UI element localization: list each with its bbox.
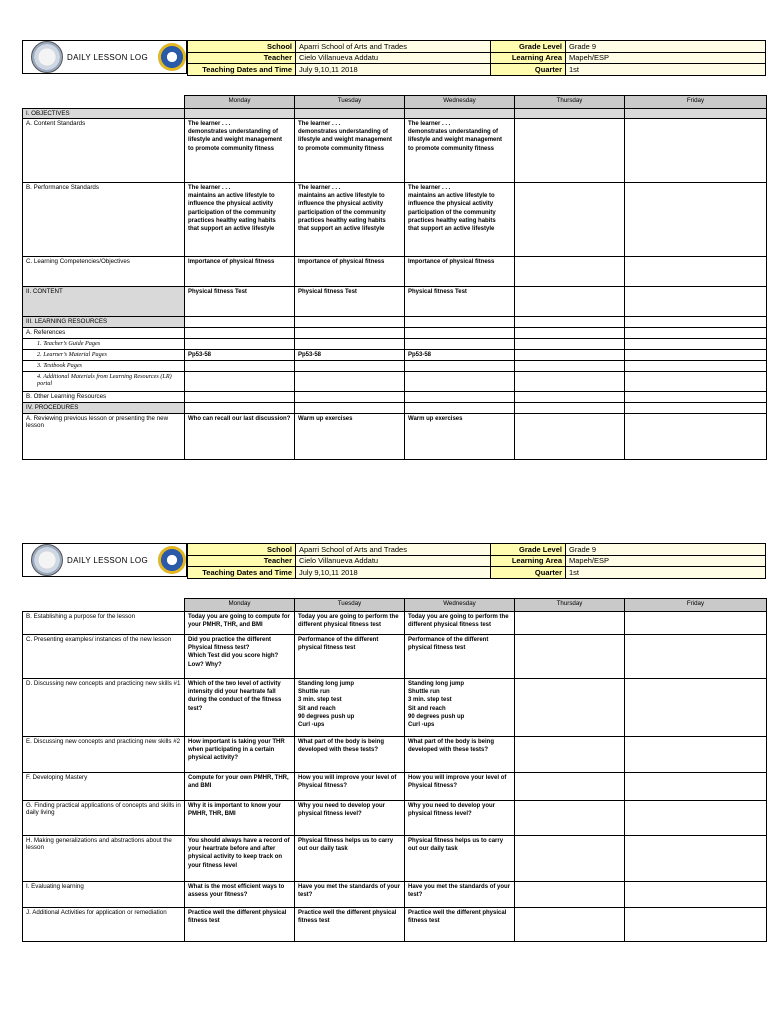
cell-monday [185, 317, 295, 328]
cell-wednesday [405, 317, 515, 328]
cell-tuesday: Standing long jump Shuttle run 3 min. step test Sit and reach 90 degrees push up Curl -ups [295, 679, 405, 737]
cell-friday [625, 287, 767, 317]
header-blank [23, 599, 185, 612]
cell-monday: Today you are going to compute for your PMHR, THR, and BMI [185, 612, 295, 635]
cell-monday [185, 392, 295, 403]
cell-friday [625, 773, 767, 801]
cell-wednesday: Standing long jump Shuttle run 3 min. step test Sit and reach 90 degrees push up Curl -ups [405, 679, 515, 737]
day-header-friday: Friday [625, 96, 767, 109]
cell-monday: How important is taking your THR when participating in a certain physical activity? [185, 737, 295, 773]
cell-wednesday: What part of the body is being developed with these tests? [405, 737, 515, 773]
cell-monday: The learner . . . maintains an active lifestyle to influence the physical activity participation of the community practices healthy eating habits that support an active lifestyle [185, 183, 295, 257]
cell-friday [625, 372, 767, 392]
day-header-thursday: Thursday [515, 599, 625, 612]
row-label: I. OBJECTIVES [23, 109, 185, 119]
cell-monday: Pp53-58 [185, 350, 295, 361]
table-row [23, 737, 767, 773]
cell-monday: Which of the two level of activity intensity did your heartrate fall during the conduct of the fitness test? [185, 679, 295, 737]
teacher-label: Teacher [188, 52, 296, 64]
table-row [23, 403, 767, 414]
cell-monday [185, 403, 295, 414]
cell-friday [625, 836, 767, 882]
cell-monday: Why it is important to know your PMHR, THR, BMI [185, 801, 295, 836]
teacher-value: Cielo Villanueva Addatu [296, 52, 491, 64]
cell-wednesday [405, 361, 515, 372]
row-label: III. LEARNING RESOURCES [23, 317, 185, 328]
table-row [23, 361, 767, 372]
logo-box [22, 543, 187, 577]
cell-friday [625, 635, 767, 679]
cell-thursday [515, 109, 625, 119]
cell-monday: What is the most efficient ways to assess your fitness? [185, 882, 295, 908]
table-row [23, 119, 767, 183]
header-block [22, 543, 766, 579]
cell-tuesday: Physical fitness helps us to carry out our daily task [295, 836, 405, 882]
cell-friday [625, 361, 767, 372]
dates-label: Teaching Dates and Time [188, 64, 296, 76]
teacher-value: Cielo Villanueva Addatu [296, 555, 491, 567]
cell-wednesday: Why you need to develop your physical fitness level? [405, 801, 515, 836]
table-row [23, 350, 767, 361]
school-label: School [188, 41, 296, 53]
table-row [23, 317, 767, 328]
day-header-row [23, 599, 767, 612]
cell-tuesday [295, 317, 405, 328]
row-label: C. Learning Competencies/Objectives [23, 257, 185, 287]
quarter-value: 1st [566, 64, 766, 76]
cell-friday [625, 328, 767, 339]
cell-tuesday: The learner . . . maintains an active lifestyle to influence the physical activity participation of the community practices healthy eating habits that support an active lifestyle [295, 183, 405, 257]
table-row [23, 392, 767, 403]
cell-wednesday: Physical fitness Test [405, 287, 515, 317]
header-blank [23, 96, 185, 109]
header-block [22, 40, 766, 76]
row-label: 4. Additional Materials from Learning Resources (LR) portal [23, 372, 185, 392]
row-label: H. Making generalizations and abstractions about the lesson [23, 836, 185, 882]
row-label: C. Presenting examples/ instances of the new lesson [23, 635, 185, 679]
cell-wednesday [405, 109, 515, 119]
row-label: I. Evaluating learning [23, 882, 185, 908]
cell-wednesday [405, 403, 515, 414]
cell-friday [625, 183, 767, 257]
cell-tuesday: Performance of the different physical fitness test [295, 635, 405, 679]
cell-friday [625, 908, 767, 942]
lesson-table-2 [22, 598, 767, 942]
cell-thursday [515, 328, 625, 339]
cell-friday [625, 403, 767, 414]
cell-tuesday [295, 339, 405, 350]
cell-wednesday: Warm up exercises [405, 414, 515, 460]
cell-wednesday: The learner . . . demonstrates understanding of lifestyle and weight management to promote community fitness [405, 119, 515, 183]
cell-tuesday [295, 361, 405, 372]
school-gear-icon [158, 546, 186, 574]
table-row [23, 801, 767, 836]
cell-monday: You should always have a record of your heartrate before and after physical activity to keep track on your fitness level [185, 836, 295, 882]
cell-thursday [515, 317, 625, 328]
cell-monday [185, 361, 295, 372]
row-label: J. Additional Activities for application or remediation [23, 908, 185, 942]
deped-seal-icon [31, 544, 63, 576]
row-label: F. Developing Mastery [23, 773, 185, 801]
dates-value: July 9,10,11 2018 [296, 64, 491, 76]
cell-thursday [515, 403, 625, 414]
cell-thursday [515, 339, 625, 350]
school-value: Aparri School of Arts and Trades [296, 41, 491, 53]
table-row [23, 183, 767, 257]
cell-friday [625, 737, 767, 773]
cell-friday [625, 801, 767, 836]
table-row [23, 679, 767, 737]
dates-value: July 9,10,11 2018 [296, 567, 491, 579]
cell-wednesday [405, 372, 515, 392]
cell-tuesday: Why you need to develop your physical fitness level? [295, 801, 405, 836]
cell-tuesday [295, 328, 405, 339]
cell-thursday [515, 372, 625, 392]
cell-tuesday [295, 372, 405, 392]
cell-tuesday: Physical fitness Test [295, 287, 405, 317]
cell-monday: Who can recall our last discussion? [185, 414, 295, 460]
learning-area-value: Mapeh/ESP [566, 555, 766, 567]
quarter-label: Quarter [491, 64, 566, 76]
day-header-friday: Friday [625, 599, 767, 612]
table-row [23, 773, 767, 801]
cell-thursday [515, 350, 625, 361]
table-row [23, 414, 767, 460]
day-header-monday: Monday [185, 599, 295, 612]
cell-thursday [515, 612, 625, 635]
teacher-label: Teacher [188, 555, 296, 567]
dates-label: Teaching Dates and Time [188, 567, 296, 579]
cell-thursday [515, 119, 625, 183]
cell-wednesday: Performance of the different physical fitness test [405, 635, 515, 679]
cell-tuesday: Practice well the different physical fitness test [295, 908, 405, 942]
cell-thursday [515, 737, 625, 773]
day-header-wednesday: Wednesday [405, 96, 515, 109]
cell-thursday [515, 801, 625, 836]
cell-thursday [515, 882, 625, 908]
cell-tuesday: Warm up exercises [295, 414, 405, 460]
cell-tuesday: The learner . . . demonstrates understanding of lifestyle and weight management to promote community fitness [295, 119, 405, 183]
learning-area-value: Mapeh/ESP [566, 52, 766, 64]
cell-thursday [515, 635, 625, 679]
cell-friday [625, 119, 767, 183]
school-value: Aparri School of Arts and Trades [296, 544, 491, 556]
day-header-row [23, 96, 767, 109]
daily-lesson-log-title: DAILY LESSON LOG [67, 555, 148, 565]
table-row [23, 372, 767, 392]
cell-thursday [515, 679, 625, 737]
deped-seal-icon [31, 41, 63, 73]
school-gear-icon [158, 43, 186, 71]
cell-friday [625, 882, 767, 908]
cell-tuesday: Importance of physical fitness [295, 257, 405, 287]
table-row [23, 635, 767, 679]
cell-wednesday: The learner . . . maintains an active lifestyle to influence the physical activity participation of the community practices healthy eating habits that support an active lifestyle [405, 183, 515, 257]
cell-thursday [515, 361, 625, 372]
cell-wednesday: Importance of physical fitness [405, 257, 515, 287]
table-row [23, 328, 767, 339]
cell-friday [625, 679, 767, 737]
cell-monday: Physical fitness Test [185, 287, 295, 317]
cell-friday [625, 392, 767, 403]
row-label: B. Other Learning Resources [23, 392, 185, 403]
cell-friday [625, 339, 767, 350]
row-label: B. Performance Standards [23, 183, 185, 257]
cell-tuesday: What part of the body is being developed with these tests? [295, 737, 405, 773]
cell-friday [625, 317, 767, 328]
quarter-label: Quarter [491, 567, 566, 579]
grade-label: Grade Level [491, 41, 566, 53]
day-header-monday: Monday [185, 96, 295, 109]
learning-area-label: Learning Area [491, 52, 566, 64]
cell-monday [185, 328, 295, 339]
row-label: II. CONTENT [23, 287, 185, 317]
cell-thursday [515, 414, 625, 460]
cell-wednesday: Pp53-58 [405, 350, 515, 361]
cell-monday: The learner . . . demonstrates understanding of lifestyle and weight management to promote community fitness [185, 119, 295, 183]
cell-thursday [515, 183, 625, 257]
day-header-thursday: Thursday [515, 96, 625, 109]
cell-thursday [515, 773, 625, 801]
table-row [23, 339, 767, 350]
cell-tuesday [295, 109, 405, 119]
cell-thursday [515, 257, 625, 287]
table-row [23, 109, 767, 119]
row-label: A. Content Standards [23, 119, 185, 183]
row-label: B. Establishing a purpose for the lesson [23, 612, 185, 635]
cell-wednesday [405, 328, 515, 339]
cell-monday: Importance of physical fitness [185, 257, 295, 287]
table-row [23, 882, 767, 908]
row-label: A. Reviewing previous lesson or presenting the new lesson [23, 414, 185, 460]
cell-tuesday: Have you met the standards of your test? [295, 882, 405, 908]
row-label: G. Finding practical applications of concepts and skills in daily living [23, 801, 185, 836]
row-label: IV. PROCEDURES [23, 403, 185, 414]
row-label: 3. Textbook Pages [23, 361, 185, 372]
cell-monday: Practice well the different physical fitness test [185, 908, 295, 942]
cell-wednesday: Practice well the different physical fitness test [405, 908, 515, 942]
cell-monday: Did you practice the different Physical fitness test? Which Test did you score high? Low? Why? [185, 635, 295, 679]
info-table [187, 40, 766, 76]
cell-thursday [515, 908, 625, 942]
row-label: A. References [23, 328, 185, 339]
cell-friday [625, 414, 767, 460]
row-label: D. Discussing new concepts and practicing new skills #1 [23, 679, 185, 737]
cell-friday [625, 612, 767, 635]
cell-wednesday [405, 339, 515, 350]
cell-tuesday [295, 403, 405, 414]
cell-wednesday: Today you are going to perform the different physical fitness test [405, 612, 515, 635]
cell-thursday [515, 836, 625, 882]
cell-wednesday: Physical fitness helps us to carry out our daily task [405, 836, 515, 882]
grade-value: Grade 9 [566, 544, 766, 556]
cell-wednesday: How you will improve your level of Physical fitness? [405, 773, 515, 801]
school-label: School [188, 544, 296, 556]
cell-friday [625, 350, 767, 361]
logo-box [22, 40, 187, 74]
grade-value: Grade 9 [566, 41, 766, 53]
cell-monday [185, 372, 295, 392]
day-header-tuesday: Tuesday [295, 96, 405, 109]
grade-label: Grade Level [491, 544, 566, 556]
day-header-wednesday: Wednesday [405, 599, 515, 612]
cell-monday [185, 339, 295, 350]
learning-area-label: Learning Area [491, 555, 566, 567]
info-table [187, 543, 766, 579]
table-row [23, 612, 767, 635]
cell-tuesday: Today you are going to perform the different physical fitness test [295, 612, 405, 635]
day-header-tuesday: Tuesday [295, 599, 405, 612]
cell-wednesday [405, 392, 515, 403]
daily-lesson-log-title: DAILY LESSON LOG [67, 52, 148, 62]
cell-tuesday [295, 392, 405, 403]
table-row [23, 836, 767, 882]
cell-monday [185, 109, 295, 119]
row-label: E. Discussing new concepts and practicing new skills #2 [23, 737, 185, 773]
table-row [23, 257, 767, 287]
cell-tuesday: How you will improve your level of Physical fitness? [295, 773, 405, 801]
lesson-table-1 [22, 95, 767, 460]
row-label: 1. Teacher’s Guide Pages [23, 339, 185, 350]
quarter-value: 1st [566, 567, 766, 579]
cell-friday [625, 257, 767, 287]
cell-tuesday: Pp53-58 [295, 350, 405, 361]
cell-thursday [515, 287, 625, 317]
cell-friday [625, 109, 767, 119]
cell-thursday [515, 392, 625, 403]
cell-monday: Compute for your own PMHR, THR, and BMI [185, 773, 295, 801]
row-label: 2. Learner’s Material Pages [23, 350, 185, 361]
table-row [23, 908, 767, 942]
cell-wednesday: Have you met the standards of your test? [405, 882, 515, 908]
table-row [23, 287, 767, 317]
